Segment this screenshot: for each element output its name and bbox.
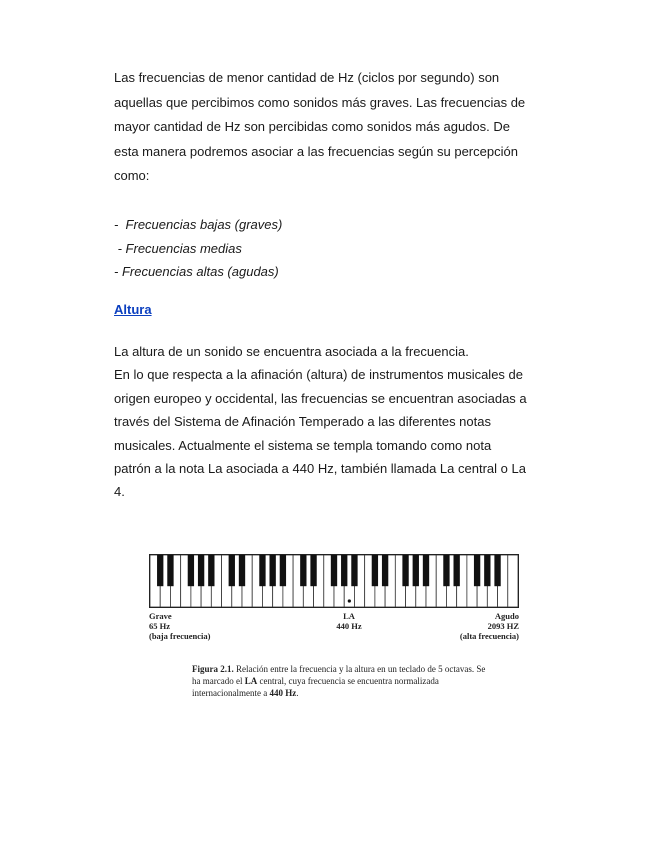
label-line: 440 Hz [336,621,362,631]
black-key [443,555,449,586]
caption-la: LA [244,676,258,686]
black-key [167,555,173,586]
black-key [270,555,276,586]
label-line: (baja frecuencia) [149,631,211,641]
black-key [188,555,194,586]
paragraph-line: como: [114,168,150,184]
black-key [474,555,480,586]
label-line: 2093 HZ [487,621,519,631]
caption-end: . [296,688,299,698]
paragraph-line: La altura de un sonido se encuentra asociada a la frecuencia. [114,344,469,359]
black-key [229,555,235,586]
black-key [351,555,357,586]
paragraph-line: Las frecuencias de menor cantidad de Hz (ciclos por segundo) son [114,70,500,85]
black-key [423,555,429,586]
paragraph-line: En lo que respecta a la afinación (altura) de instrumentos musicales de [114,367,523,383]
caption-hz: 440 Hz [269,688,297,698]
paragraph-line: aquellas que percibimos como sonidos más graves. Las frecuencias de [114,94,526,110]
label-line: Grave [149,611,172,621]
paragraph-line: esta manera podremos asociar a las frecuencias según su percepción [114,143,518,159]
caption-text: Relación entre la frecuencia y la altura en un teclado de 5 octavas. Se ha marcado el [192,664,486,686]
paragraph-frequencies [114,66,544,189]
label-grave [149,611,210,641]
piano-keys-graphic [150,555,518,607]
black-key [341,555,347,586]
label-agudo [460,611,519,641]
paragraph-line: 4. [114,484,125,500]
paragraph-altura [114,340,544,504]
black-key [280,555,286,586]
paragraph-line: origen europeo y occidental, las frecuencias se encuentran asociadas a [114,390,527,406]
black-key [382,555,388,586]
black-key [208,555,214,586]
black-key [300,555,306,586]
label-line: LA [343,611,355,621]
black-key [372,555,378,586]
paragraph-line: musicales. Actualmente el sistema se templa tomando como nota [114,437,492,453]
white-key [508,555,518,607]
black-key [494,555,500,586]
black-key [310,555,316,586]
black-key [413,555,419,586]
black-key [454,555,460,586]
paragraph-line: mayor cantidad de Hz son percibidas como sonidos más agudos. De [114,119,510,135]
black-key [198,555,204,586]
list-item: - Frecuencias bajas (graves) [114,217,283,232]
black-key [331,555,337,586]
black-key [484,555,490,586]
heading-altura-link[interactable]: Altura [114,302,152,317]
frequency-list [114,213,282,284]
label-line: Agudo [494,611,519,621]
figure-caption [192,663,492,699]
black-key [239,555,245,586]
black-key [157,555,163,586]
list-item: - Frecuencias altas (agudas) [114,264,279,279]
label-line: 65 Hz [149,621,171,631]
list-item: - Frecuencias medias [114,240,242,256]
label-line: (alta frecuencia) [459,631,519,641]
caption-prefix: Figura 2.1. [192,664,234,674]
la-marker [348,599,351,602]
black-key [402,555,408,586]
paragraph-line: patrón a la nota La asociada a 440 Hz, también llamada La central o La [114,461,526,477]
piano-figure [124,537,544,715]
paragraph-line: través del Sistema de Afinación Temperado a las diferentes notas [114,414,491,430]
piano-keyboard [149,554,519,608]
label-la [334,611,364,631]
caption-text: central, cuya frecuencia se encuentra normalizada internacionalmente a [192,676,439,698]
black-key [259,555,265,586]
